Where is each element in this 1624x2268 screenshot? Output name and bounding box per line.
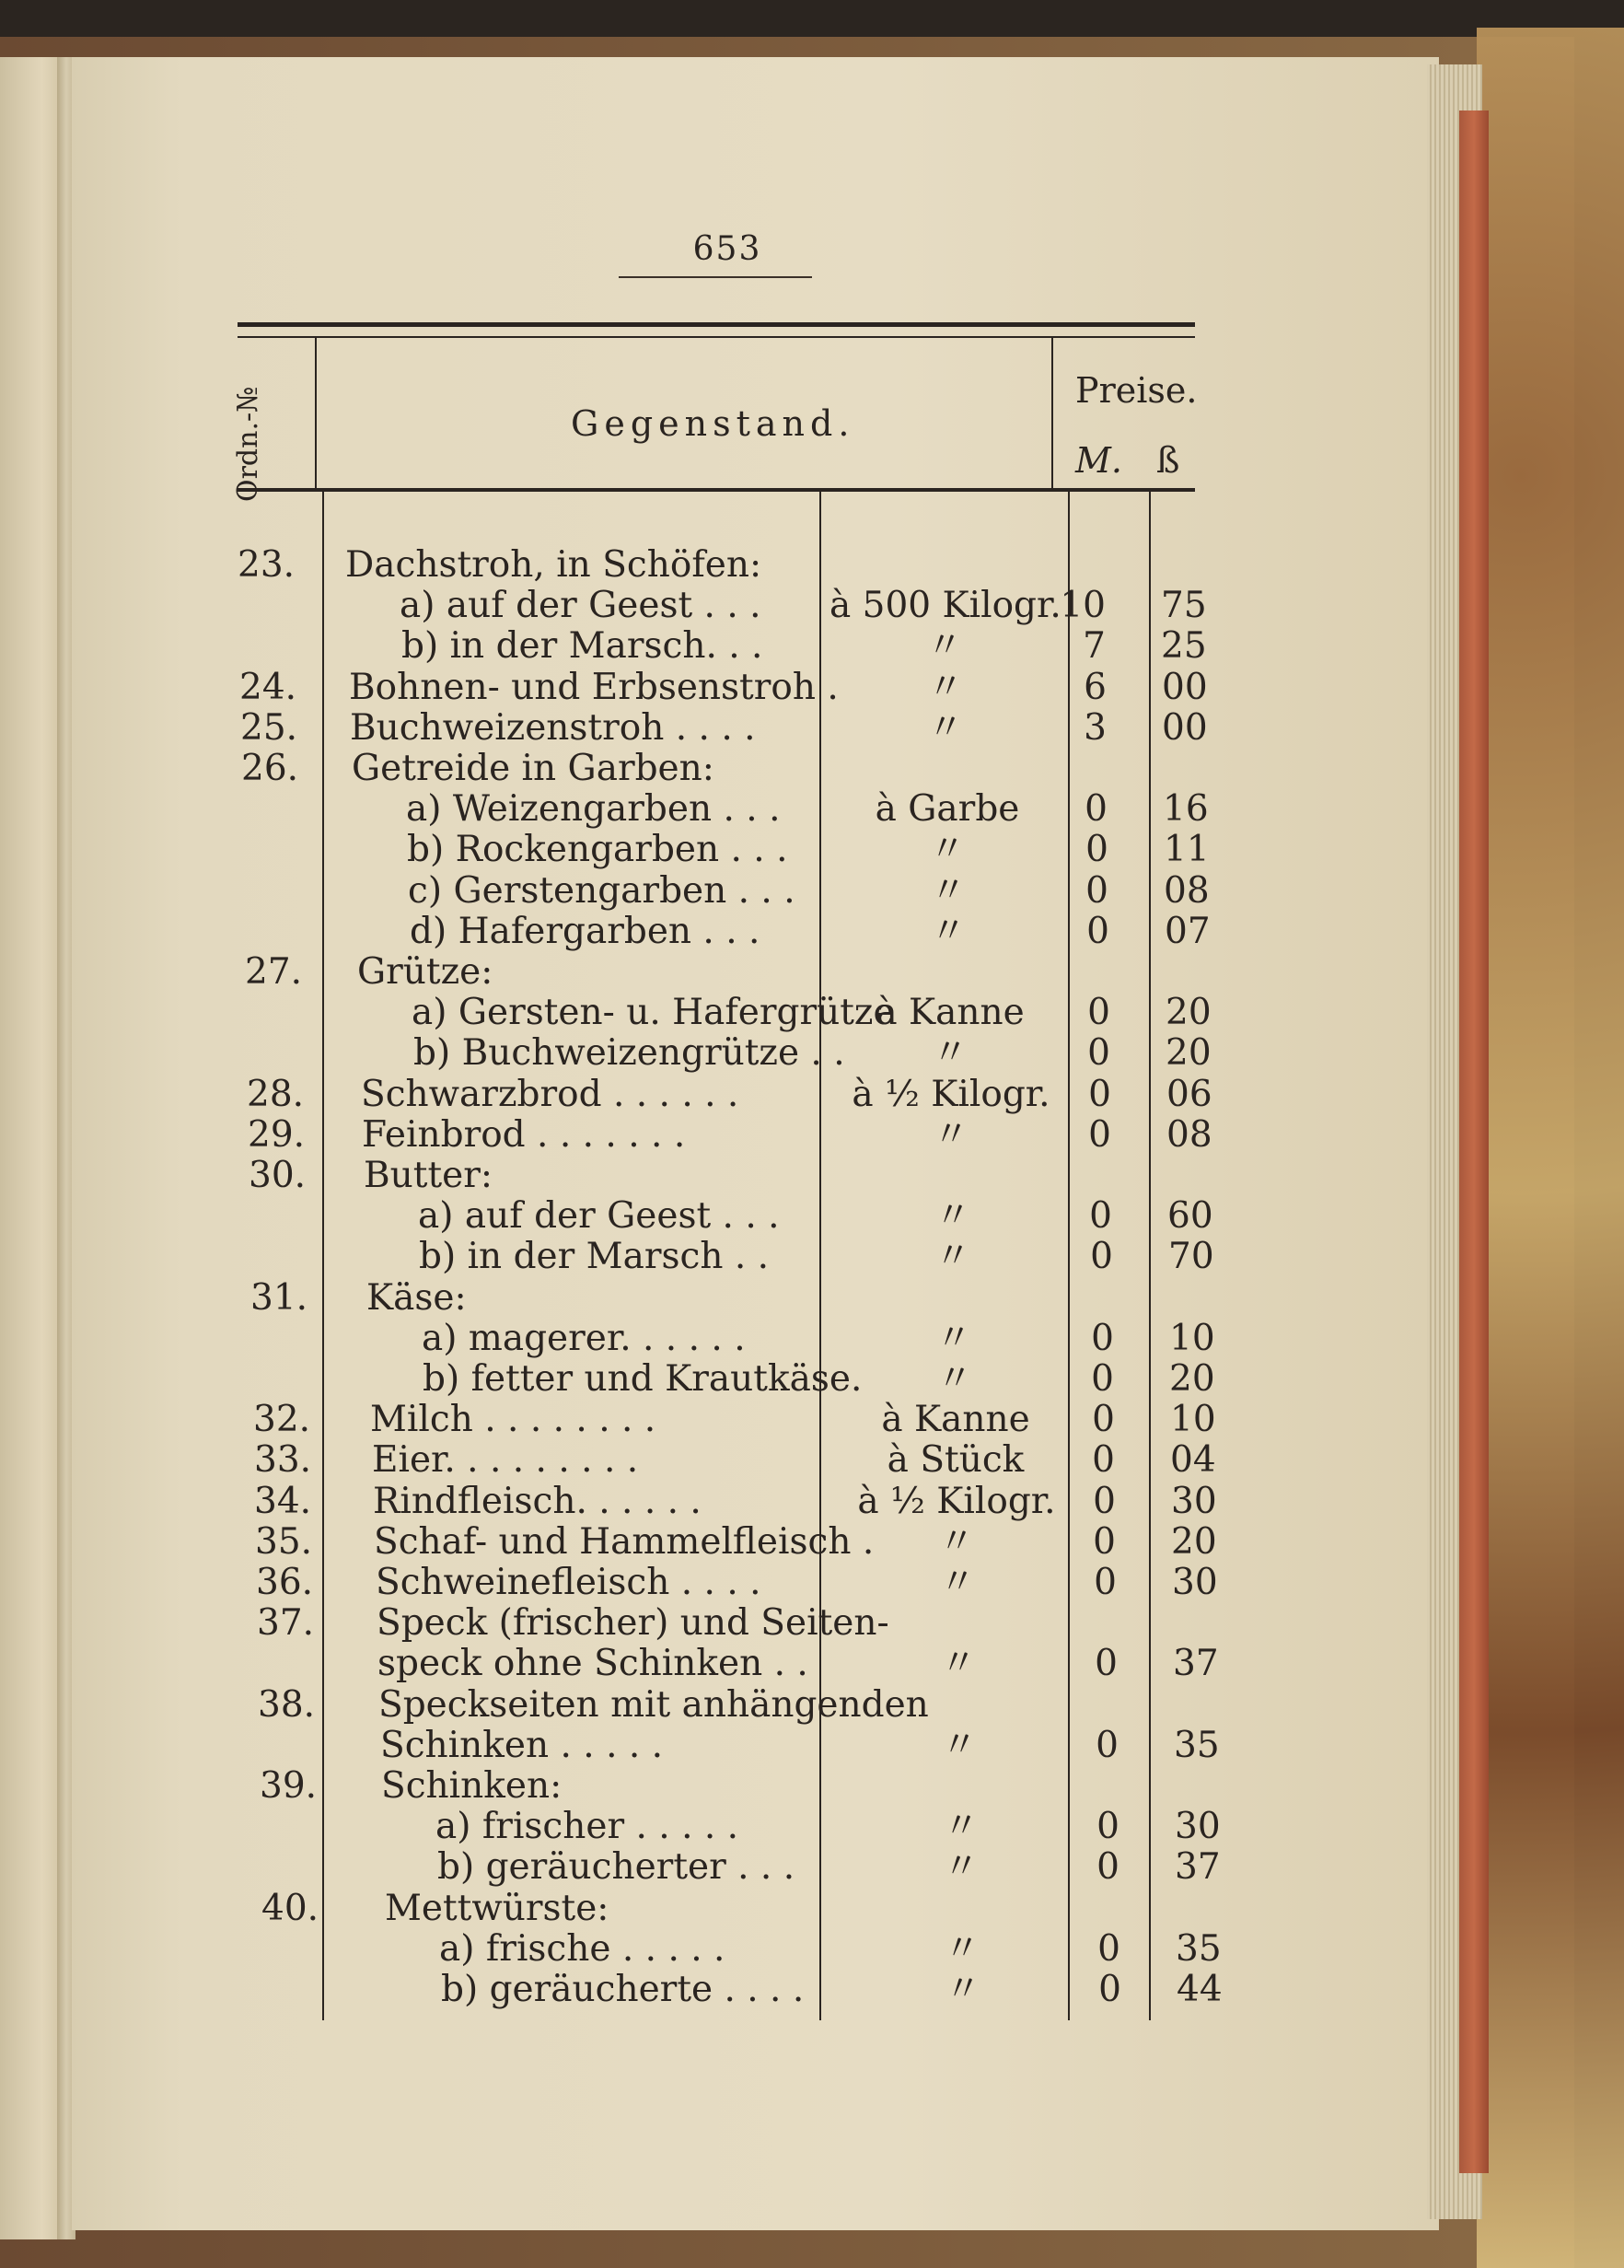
row-item: Schinken . . . . . (380, 1724, 664, 1766)
row-mark: 7 (1083, 625, 1106, 668)
table-row (0, 1522, 1289, 1563)
row-item: b) geräucherte . . . . (441, 1969, 805, 2010)
row-mark: 0 (1088, 1113, 1111, 1156)
row-item: Schwarzbrod . . . . . . (361, 1073, 739, 1115)
row-number: 40. (261, 1887, 319, 1929)
row-unit: 〃 (936, 1358, 973, 1400)
row-mark: 0 (1093, 1480, 1116, 1522)
table-row (0, 626, 1289, 667)
row-number: 35. (255, 1520, 313, 1563)
header-mark: M. (1075, 440, 1122, 481)
table-row (0, 1115, 1289, 1156)
row-unit: 〃 (930, 910, 967, 952)
row-pfennig: 10 (1170, 1399, 1216, 1441)
row-mark: 0 (1098, 1969, 1121, 2010)
table-row (0, 1563, 1289, 1603)
row-mark: 0 (1089, 1195, 1112, 1238)
row-item: a) magerer. . . . . . (422, 1317, 746, 1359)
row-pfennig: 08 (1166, 1113, 1212, 1156)
row-unit: à Kanne (876, 992, 1025, 1034)
row-mark: 0 (1090, 1236, 1113, 1278)
header-gegenstand: Gegenstand. (571, 403, 855, 444)
row-mark: 0 (1086, 910, 1109, 952)
row-mark: 0 (1085, 788, 1108, 831)
row-unit: à 500 Kilogr. (829, 585, 1061, 627)
row-mark: 0 (1088, 1073, 1111, 1115)
row-item: Buchweizenstroh . . . . (350, 706, 756, 749)
row-mark: 0 (1094, 1562, 1117, 1603)
row-pfennig: 20 (1166, 1032, 1212, 1075)
table-row (0, 668, 1289, 708)
row-item: Käse: (366, 1276, 467, 1319)
table-row (0, 1237, 1289, 1277)
row-unit: à ½ Kilogr. (852, 1073, 1050, 1115)
row-pfennig: 30 (1175, 1806, 1221, 1848)
row-item: b) Rockengarben . . . (407, 829, 788, 871)
row-item: Grütze: (357, 951, 493, 993)
row-pfennig: 60 (1167, 1195, 1213, 1238)
table-top-rule-thick (238, 322, 1195, 327)
row-item: Mettwürste: (385, 1887, 609, 1929)
table-row (0, 708, 1289, 749)
table-row (0, 1644, 1289, 1684)
row-unit: à ½ Kilogr. (857, 1480, 1056, 1522)
row-unit: 〃 (943, 1806, 980, 1848)
header-divider-2 (1051, 338, 1053, 488)
row-item: Schweinefleisch . . . . (376, 1562, 761, 1603)
table-row (0, 1400, 1289, 1440)
row-mark: 0 (1085, 869, 1108, 912)
row-item: Speck (frischer) und Seiten- (377, 1602, 889, 1645)
page-number: 653 (692, 230, 762, 268)
row-item: a) frischer . . . . . (435, 1806, 739, 1848)
row-unit: 〃 (934, 1236, 971, 1278)
row-number: 37. (257, 1602, 315, 1645)
table-row (0, 749, 1289, 789)
row-pfennig: 00 (1162, 706, 1208, 749)
row-pfennig: 70 (1168, 1236, 1214, 1278)
row-mark: 0 (1087, 992, 1110, 1034)
row-pfennig: 30 (1171, 1480, 1217, 1522)
table-row (0, 912, 1289, 952)
row-pfennig: 10 (1169, 1317, 1215, 1359)
table-row (0, 1075, 1289, 1115)
table-row (0, 830, 1289, 870)
row-unit: 〃 (932, 1032, 969, 1075)
row-item: Rindfleisch. . . . . . (373, 1480, 702, 1522)
row-number: 23. (238, 544, 296, 586)
table-row (0, 1847, 1289, 1888)
row-unit: 〃 (940, 1643, 977, 1685)
table-row (0, 1359, 1289, 1400)
table-row (0, 1726, 1289, 1766)
row-pfennig: 04 (1170, 1439, 1216, 1482)
row-pfennig: 08 (1164, 869, 1210, 912)
table-row (0, 871, 1289, 912)
table-row (0, 1440, 1289, 1481)
table-row (0, 1603, 1289, 1644)
table-row (0, 1929, 1289, 1970)
row-mark: 10 (1060, 585, 1106, 627)
row-mark: 0 (1087, 1032, 1110, 1075)
table-row (0, 1319, 1289, 1359)
row-item: speck ohne Schinken . . (377, 1643, 808, 1685)
table-row (0, 545, 1289, 586)
row-number: 32. (253, 1399, 311, 1441)
header-ord-no: Ordn.-№ (232, 386, 264, 502)
row-number: 25. (240, 706, 298, 749)
row-number: 38. (258, 1683, 316, 1726)
row-unit: 〃 (927, 706, 964, 749)
row-pfennig: 25 (1161, 625, 1207, 668)
table-row (0, 1156, 1289, 1196)
row-unit: à Kanne (881, 1399, 1030, 1441)
row-pfennig: 00 (1162, 666, 1208, 708)
table-row (0, 1807, 1289, 1847)
row-mark: 6 (1084, 666, 1107, 708)
row-item: b) fetter und Krautkäse. (423, 1358, 863, 1400)
row-mark: 0 (1091, 1358, 1114, 1400)
row-item: d) Hafergarben . . . (410, 910, 760, 952)
row-unit: 〃 (939, 1562, 976, 1603)
row-item: a) auf der Geest . . . (400, 585, 761, 627)
row-number: 27. (245, 951, 303, 993)
row-pfennig: 11 (1164, 829, 1210, 871)
row-item: Butter: (364, 1155, 493, 1196)
table-row (0, 1685, 1289, 1726)
row-mark: 0 (1096, 1846, 1119, 1889)
row-mark: 0 (1096, 1806, 1119, 1848)
row-unit: 〃 (926, 625, 963, 668)
row-number: 28. (247, 1073, 305, 1115)
row-mark: 0 (1096, 1724, 1119, 1766)
row-pfennig: 20 (1171, 1520, 1217, 1563)
row-pfennig: 07 (1165, 910, 1211, 952)
row-unit: 〃 (933, 1113, 969, 1156)
row-number: 26. (241, 748, 299, 789)
table-row (0, 1278, 1289, 1319)
row-pfennig: 06 (1166, 1073, 1212, 1115)
table-row (0, 1482, 1289, 1522)
row-unit: 〃 (941, 1724, 978, 1766)
row-item: Schaf- und Hammelfleisch . (374, 1520, 875, 1563)
table-row (0, 789, 1289, 830)
table-row (0, 1196, 1289, 1237)
row-number: 34. (254, 1480, 312, 1522)
row-number: 30. (249, 1155, 307, 1196)
table-row (0, 952, 1289, 993)
row-number: 29. (248, 1113, 306, 1156)
row-item: Bohnen- und Erbsenstroh . (349, 666, 839, 708)
row-item: Milch . . . . . . . . (370, 1399, 656, 1441)
row-mark: 0 (1097, 1927, 1120, 1970)
header-pfennig: ß (1156, 440, 1180, 481)
row-item: a) Gersten- u. Hafergrütze (412, 992, 895, 1034)
row-item: Getreide in Garben: (352, 748, 714, 789)
row-item: Eier. . . . . . . . . (372, 1439, 639, 1482)
row-pfennig: 44 (1177, 1969, 1223, 2010)
row-number: 33. (254, 1439, 312, 1482)
table-row (0, 1970, 1289, 2010)
table-row (0, 993, 1289, 1033)
row-item: a) frische . . . . . (439, 1927, 725, 1970)
row-item: b) geräucherter . . . (437, 1846, 795, 1889)
row-pfennig: 35 (1174, 1724, 1220, 1766)
row-mark: 0 (1092, 1399, 1115, 1441)
row-mark: 0 (1095, 1643, 1118, 1685)
row-item: Schinken: (381, 1765, 563, 1807)
header-divider-1 (315, 338, 317, 488)
table-row (0, 1766, 1289, 1807)
page-number-rule (619, 276, 812, 278)
row-mark: 3 (1084, 706, 1107, 749)
row-number: 31. (250, 1276, 308, 1319)
row-unit: 〃 (930, 869, 967, 912)
row-pfennig: 20 (1166, 992, 1212, 1034)
row-unit: 〃 (938, 1520, 975, 1563)
row-mark: 0 (1093, 1520, 1116, 1563)
row-unit: 〃 (934, 1195, 971, 1238)
row-number: 24. (239, 666, 297, 708)
row-unit: 〃 (945, 1969, 981, 2010)
row-unit: à Stück (887, 1439, 1025, 1482)
row-item: Speckseiten mit anhängenden (378, 1683, 929, 1726)
row-mark: 0 (1085, 829, 1108, 871)
table-row (0, 1033, 1289, 1074)
row-item: a) Weizengarben . . . (406, 788, 781, 831)
row-item: c) Gerstengarben . . . (408, 869, 795, 912)
row-pfennig: 16 (1163, 788, 1209, 831)
row-pfennig: 30 (1172, 1562, 1218, 1603)
row-number: 36. (256, 1562, 314, 1603)
table-row (0, 586, 1289, 626)
row-unit: 〃 (935, 1317, 972, 1359)
row-mark: 0 (1091, 1317, 1114, 1359)
row-item: b) Buchweizengrütze . . (413, 1032, 845, 1075)
row-item: b) in der Marsch. . . (401, 625, 763, 668)
row-item: b) in der Marsch . . (419, 1236, 770, 1278)
row-item: Dachstroh, in Schöfen: (345, 544, 762, 586)
row-unit: 〃 (927, 666, 964, 708)
row-item: a) auf der Geest . . . (418, 1195, 780, 1238)
row-pfennig: 35 (1176, 1927, 1222, 1970)
table-header-bottom-rule (238, 488, 1195, 492)
row-unit: à Garbe (875, 788, 1020, 831)
row-unit: 〃 (943, 1846, 980, 1889)
row-number: 39. (260, 1765, 318, 1807)
row-item: Feinbrod . . . . . . . (362, 1113, 686, 1156)
row-unit: 〃 (929, 829, 966, 871)
row-mark: 0 (1092, 1439, 1115, 1482)
row-pfennig: 37 (1173, 1643, 1219, 1685)
header-preise: Preise. (1075, 370, 1198, 411)
row-pfennig: 37 (1175, 1846, 1221, 1889)
table-row (0, 1889, 1289, 1929)
row-pfennig: 75 (1161, 585, 1207, 627)
row-unit: 〃 (944, 1927, 980, 1970)
row-pfennig: 20 (1169, 1358, 1215, 1400)
